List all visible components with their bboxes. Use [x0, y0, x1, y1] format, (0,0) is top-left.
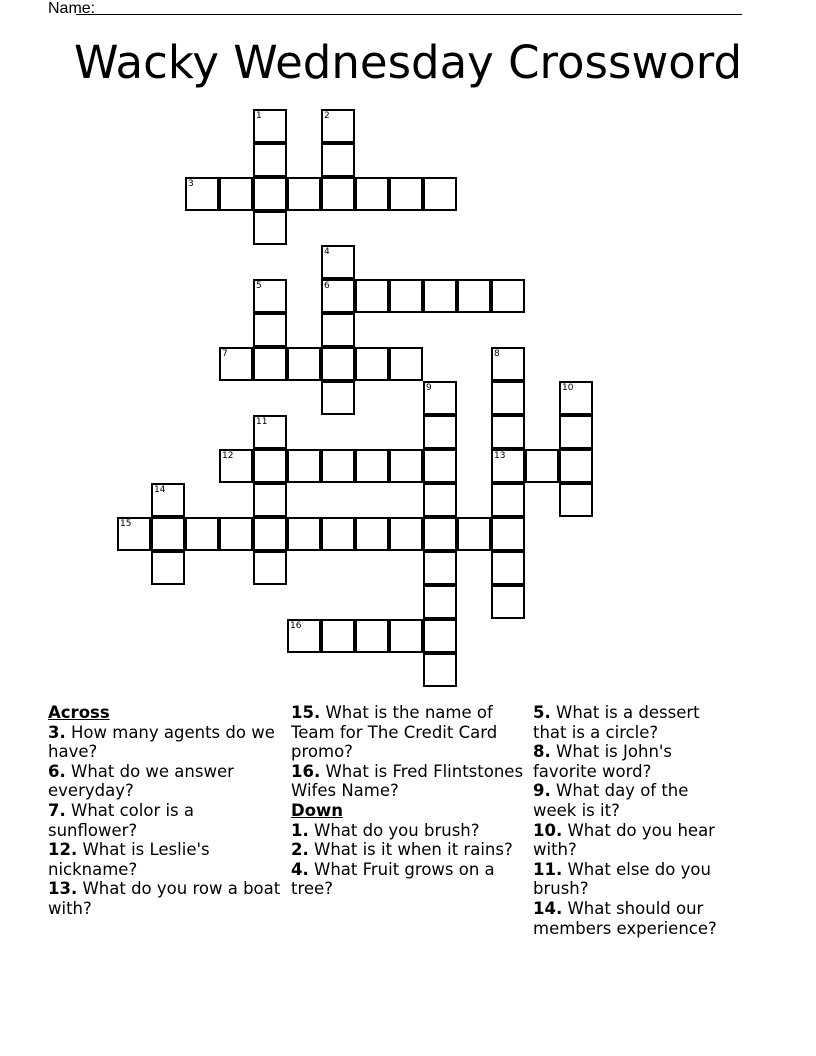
clue-down-5: 5. What is a dessert that is a circle?: [533, 703, 700, 742]
grid-cell[interactable]: [287, 347, 321, 381]
grid-cell[interactable]: [219, 347, 253, 381]
grid-cell[interactable]: [423, 619, 457, 653]
clue-down-1: 1. What do you brush?: [291, 820, 480, 840]
clue-number: 15: [120, 519, 132, 529]
grid-cell[interactable]: [423, 279, 457, 313]
clue-number: 1: [256, 111, 262, 121]
grid-cell[interactable]: [355, 279, 389, 313]
grid-cell[interactable]: [491, 517, 525, 551]
grid-cell[interactable]: [423, 381, 457, 415]
grid-cell[interactable]: [389, 517, 423, 551]
grid-cell[interactable]: [559, 449, 593, 483]
grid-cell[interactable]: [253, 415, 287, 449]
clue-across-16: 16. What is Fred Flintstones Wifes Name?: [291, 761, 524, 801]
clue-down-8: 8. What is John's favorite word?: [533, 742, 673, 781]
clue-across-7: 7. What color is a sunflower?: [48, 800, 195, 840]
grid-cell[interactable]: [389, 619, 423, 653]
grid-cell[interactable]: [253, 211, 287, 245]
clue-number: 14: [154, 485, 166, 495]
grid-cell[interactable]: [287, 517, 321, 551]
clue-across-12: 12. What is Leslie's nickname?: [48, 840, 210, 879]
grid-cell[interactable]: [491, 279, 525, 313]
grid-cell[interactable]: [423, 483, 457, 517]
grid-cell[interactable]: [321, 347, 355, 381]
grid-cell[interactable]: [253, 517, 287, 551]
clue-number: 9: [426, 383, 432, 393]
grid-cell[interactable]: [423, 653, 457, 687]
clue-down-11: 11. What else do you brush?: [533, 859, 711, 899]
grid-cell[interactable]: [389, 347, 423, 381]
clue-across-13: 13. What do you row a boat with?: [48, 879, 281, 918]
grid-cell[interactable]: [151, 483, 185, 517]
clue-number: 3: [188, 179, 194, 189]
clue-number: 7: [222, 349, 228, 359]
clue-down-4: 4. What Fruit grows on a tree?: [291, 859, 495, 899]
grid-cell[interactable]: [355, 619, 389, 653]
grid-cell[interactable]: [253, 449, 287, 483]
clue-down-14: 14. What should our members experience?: [533, 898, 717, 938]
grid-cell[interactable]: [321, 245, 355, 279]
grid-cell[interactable]: [559, 381, 593, 415]
grid-cell[interactable]: [491, 551, 525, 585]
grid-cell[interactable]: [185, 517, 219, 551]
grid-cell[interactable]: [321, 279, 355, 313]
grid-cell[interactable]: [253, 143, 287, 177]
grid-cell[interactable]: [321, 517, 355, 551]
clue-down-2: 2. What is it when it rains?: [291, 840, 513, 860]
clue-across-15: 15. What is the name of Team for The Credit Card promo?: [291, 703, 498, 762]
grid-cell[interactable]: [423, 449, 457, 483]
grid-cell[interactable]: [151, 517, 185, 551]
grid-cell[interactable]: [389, 279, 423, 313]
grid-cell[interactable]: [321, 381, 355, 415]
clue-number: 6: [324, 281, 330, 291]
grid-cell[interactable]: [219, 449, 253, 483]
clues-column-1: [48, 703, 283, 919]
page-title: Wacky Wednesday Crossword: [73, 36, 743, 89]
grid-cell[interactable]: [389, 177, 423, 211]
grid-cell[interactable]: [491, 585, 525, 619]
clue-number: 2: [324, 111, 330, 121]
grid-cell[interactable]: [423, 517, 457, 551]
clue-number: 5: [256, 281, 262, 291]
grid-cell[interactable]: [219, 517, 253, 551]
grid-cell[interactable]: [491, 483, 525, 517]
grid-cell[interactable]: [491, 415, 525, 449]
clue-across-6: 6. What do we answer everyday?: [48, 761, 234, 801]
grid-cell[interactable]: [253, 347, 287, 381]
grid-cell[interactable]: [219, 177, 253, 211]
grid-cell[interactable]: [491, 449, 525, 483]
grid-cell[interactable]: [151, 551, 185, 585]
clue-across-3: 3. How many agents do we have?: [48, 722, 275, 762]
grid-cell[interactable]: [389, 449, 423, 483]
grid-cell[interactable]: [321, 143, 355, 177]
grid-cell[interactable]: [253, 313, 287, 347]
clue-number: 8: [494, 349, 500, 359]
grid-cell[interactable]: [287, 619, 321, 653]
grid-cell[interactable]: [457, 279, 491, 313]
grid-cell[interactable]: [491, 381, 525, 415]
clue-number: 16: [290, 621, 302, 631]
grid-cell[interactable]: [355, 177, 389, 211]
grid-cell[interactable]: [321, 619, 355, 653]
grid-cell[interactable]: [355, 347, 389, 381]
grid-cell[interactable]: [559, 415, 593, 449]
grid-cell[interactable]: [253, 177, 287, 211]
grid-cell[interactable]: [287, 177, 321, 211]
name-label: Name:: [48, 0, 96, 17]
grid-cell[interactable]: [117, 517, 151, 551]
clue-number: 10: [562, 383, 574, 393]
grid-cell[interactable]: [457, 517, 491, 551]
clue-number: 11: [256, 417, 268, 427]
grid-cell[interactable]: [491, 347, 525, 381]
grid-cell[interactable]: [321, 177, 355, 211]
grid-cell[interactable]: [423, 585, 457, 619]
grid-cell[interactable]: [253, 551, 287, 585]
clues-column-2: [291, 703, 526, 899]
grid-cell[interactable]: [423, 415, 457, 449]
grid-cell[interactable]: [253, 483, 287, 517]
clues-column-3: [533, 703, 733, 938]
grid-cell[interactable]: [253, 279, 287, 313]
grid-cell[interactable]: [355, 517, 389, 551]
down-header: Down: [291, 800, 344, 820]
clue-number: 12: [222, 451, 234, 461]
grid-cell[interactable]: [321, 109, 355, 143]
clue-down-10: 10. What do you hear with?: [533, 820, 715, 860]
clue-number: 4: [324, 247, 330, 257]
grid-cell[interactable]: [525, 449, 559, 483]
clue-down-9: 9. What day of the week is it?: [533, 781, 689, 820]
grid-cell[interactable]: [321, 449, 355, 483]
grid-cell[interactable]: [423, 177, 457, 211]
grid-cell[interactable]: [287, 449, 321, 483]
clue-number: 13: [494, 451, 506, 461]
grid-cell[interactable]: [321, 313, 355, 347]
grid-cell[interactable]: [185, 177, 219, 211]
grid-cell[interactable]: [355, 449, 389, 483]
grid-cell[interactable]: [423, 551, 457, 585]
grid-cell[interactable]: [559, 483, 593, 517]
across-header: Across: [48, 703, 110, 722]
grid-cell[interactable]: [253, 109, 287, 143]
